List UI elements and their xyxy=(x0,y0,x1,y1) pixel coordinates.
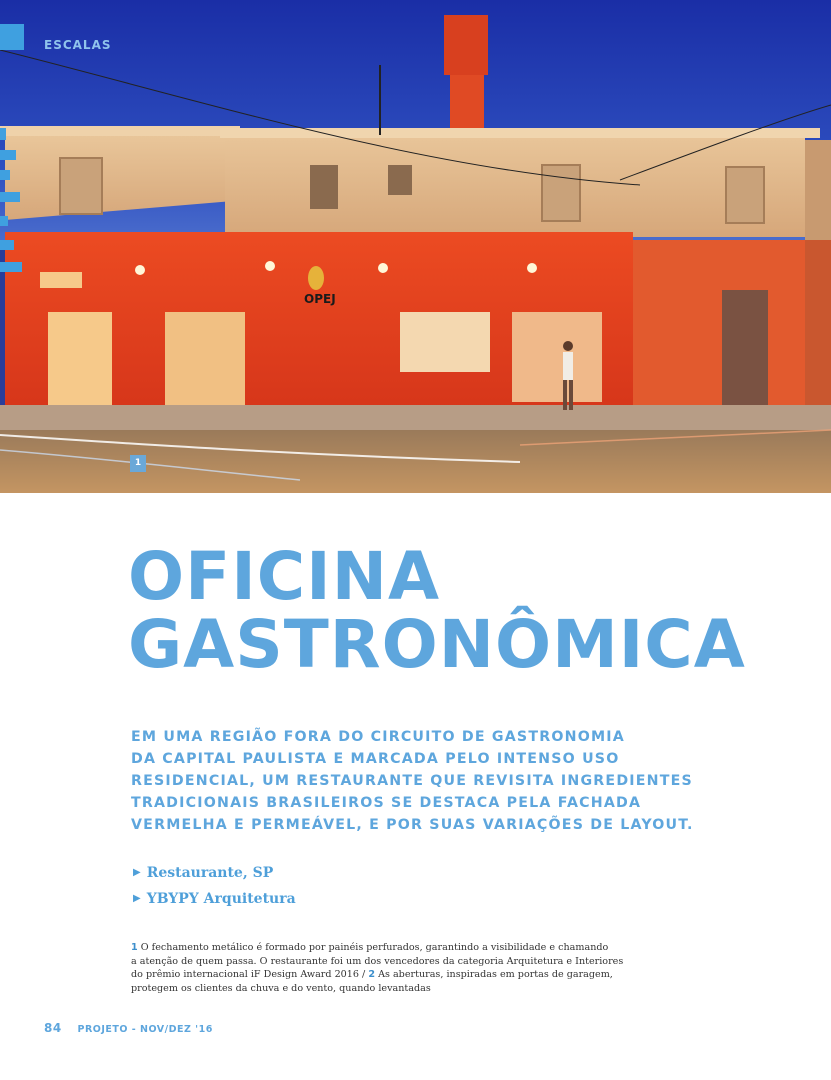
page-number: 84 xyxy=(44,1021,62,1035)
caption-text: O fechamento metálico é formado por painéis perfurados, garantindo a visibilidade e chamando xyxy=(140,942,609,953)
tag-label: Restaurante, SP xyxy=(146,865,274,881)
tag-location xyxy=(133,860,296,886)
facade-illustration xyxy=(0,0,831,493)
tag-architect xyxy=(133,886,296,912)
triangle-right-icon: ▶ xyxy=(133,867,141,878)
logo-leaf xyxy=(308,266,324,290)
tag-label: YBYPY Arquitetura xyxy=(146,891,296,907)
logo-text: OPEJ xyxy=(304,292,336,306)
title-line-1: OFICINA xyxy=(128,538,441,615)
caption-text: a atenção de quem passa. O restaurante foi um dos vencedores da categoria Arquitetura e Interiores xyxy=(131,955,624,967)
lead-line: RESIDENCIAL, UM RESTAURANTE QUE REVISITA INGREDIENTES xyxy=(131,773,693,789)
chimney-top xyxy=(444,15,488,75)
photo-captions xyxy=(131,941,624,995)
title-line-2: GASTRONÔMICA xyxy=(128,606,746,683)
caption-text: As aberturas, inspiradas em portas de garagem, xyxy=(375,969,613,981)
magazine-issue: PROJETO - NOV/DEZ '16 xyxy=(77,1024,213,1035)
photo-number-badge: 1 xyxy=(130,455,146,472)
caption-text: protegem os clientes da chuva e do vento, quando levantadas xyxy=(131,982,431,994)
caption-number: 1 xyxy=(131,942,138,953)
project-tags xyxy=(133,860,296,912)
lead-line: DA CAPITAL PAULISTA E MARCADA PELO INTENSO USO xyxy=(131,751,620,767)
caption-number: 2 xyxy=(368,969,376,981)
section-label: ESCALAS xyxy=(44,38,112,52)
lead-line: TRADICIONAIS BRASILEIROS SE DESTACA PELA FACHADA xyxy=(131,795,642,811)
hero-photo xyxy=(0,0,831,493)
lead-paragraph xyxy=(131,726,811,836)
caption-text: do prêmio internacional iF Design Award 2016 / xyxy=(131,969,369,981)
triangle-right-icon: ▶ xyxy=(133,893,141,904)
lead-line: EM UMA REGIÃO FORA DO CIRCUITO DE GASTRONOMIA xyxy=(131,729,625,745)
article-title xyxy=(128,538,818,683)
page-footer xyxy=(44,1021,213,1035)
lead-line: VERMELHA E PERMEÁVEL, E POR SUAS VARIAÇÕES DE LAYOUT. xyxy=(131,817,694,833)
side-marks xyxy=(0,0,30,300)
